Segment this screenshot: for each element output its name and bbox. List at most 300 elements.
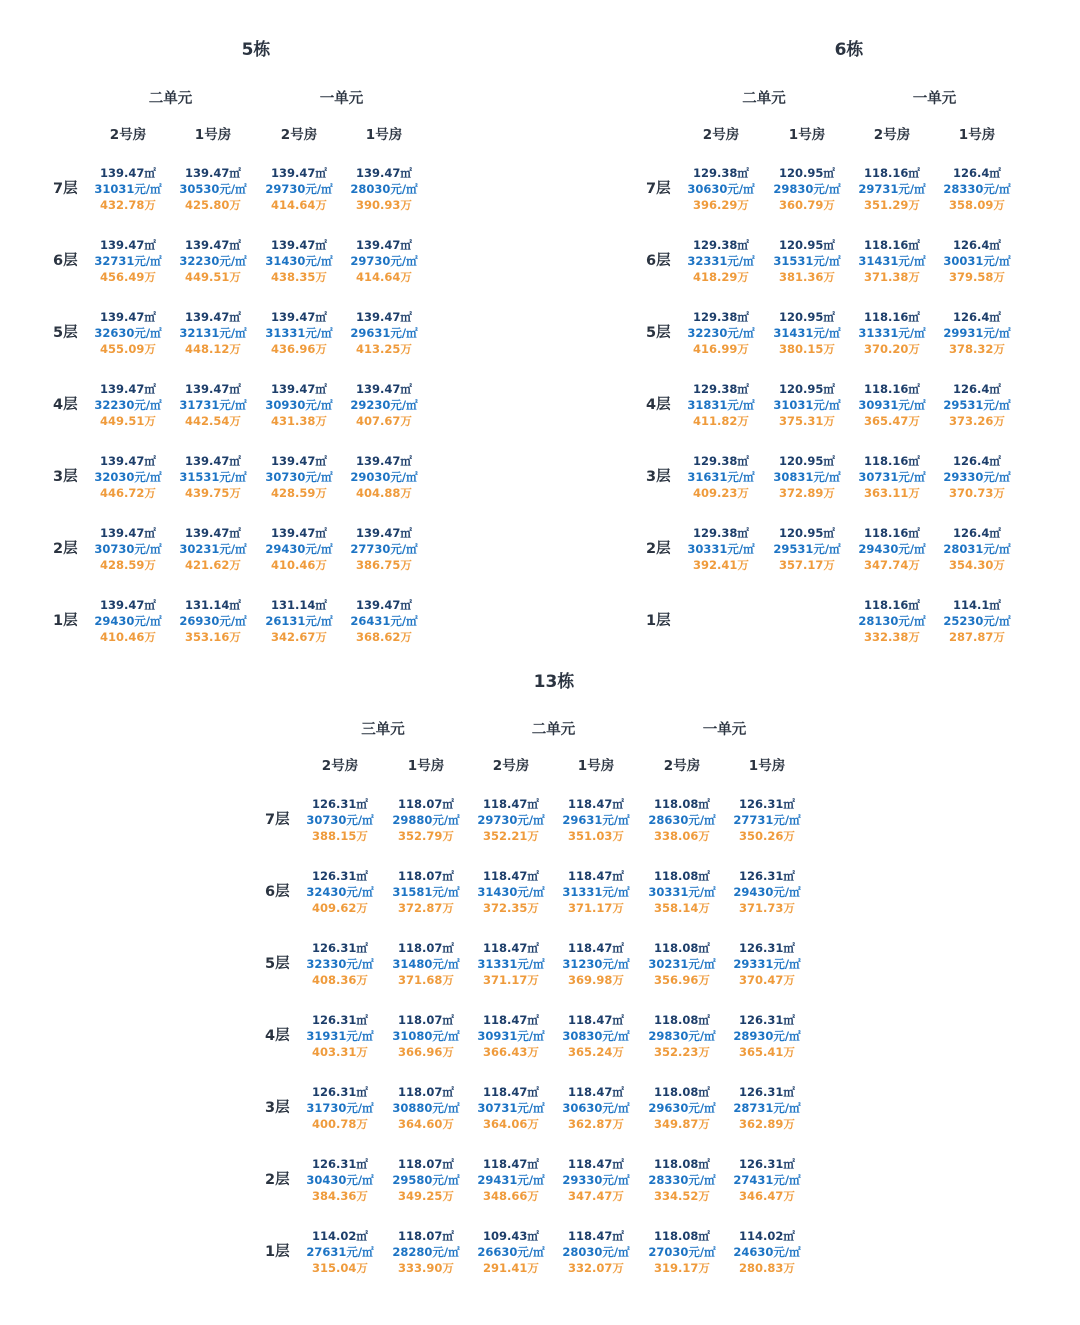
unit-price-value: 26630元/㎡ [477,1245,545,1259]
unit-price-value: 28130元/㎡ [858,614,926,628]
unit-price-cell [392,796,459,844]
total-price-value: 280.83万 [739,1261,795,1275]
unit-price-cell [943,453,1010,501]
unit-price-value: 31531元/㎡ [179,470,247,484]
unit-price-cell [265,381,332,429]
unit-price-value: 31031元/㎡ [773,398,841,412]
total-price-value: 357.17万 [779,558,835,572]
total-price-value: 350.26万 [739,829,795,843]
unit-price-cell [477,940,544,988]
unit-price-value: 26930元/㎡ [179,614,247,628]
area-value: 131.14㎡ [185,598,241,612]
unit-price-cell [179,597,246,645]
unit-price-value: 30630元/㎡ [562,1101,630,1115]
building-title: 5栋 [241,40,271,60]
total-price-value: 407.67万 [356,414,412,428]
total-price-value: 291.41万 [483,1261,539,1275]
area-value: 118.16㎡ [864,454,920,468]
room-header: 1号房 [577,758,615,774]
unit-price-cell [733,940,800,988]
area-value: 118.47㎡ [483,1085,539,1099]
unit-price-value: 31731元/㎡ [179,398,247,412]
area-value: 129.38㎡ [693,310,749,324]
unit-price-cell [562,1012,629,1060]
unit-price-cell [350,309,417,357]
unit-price-cell [858,309,925,357]
floor-label: 3层 [646,469,671,485]
unit-price-cell [648,1156,715,1204]
total-price-value: 366.96万 [398,1045,454,1059]
total-price-value: 449.51万 [185,270,241,284]
area-value: 118.07㎡ [398,797,454,811]
total-price-value: 372.89万 [779,486,835,500]
unit-price-cell [562,796,629,844]
unit-price-value: 31430元/㎡ [477,885,545,899]
total-price-value: 380.15万 [779,342,835,356]
unit-price-value: 30831元/㎡ [773,470,841,484]
area-value: 139.47㎡ [356,454,412,468]
area-value: 118.07㎡ [398,1157,454,1171]
unit-price-cell [94,309,161,357]
total-price-value: 371.38万 [864,270,920,284]
unit-price-cell [265,309,332,357]
unit-price-cell [733,1084,800,1132]
total-price-value: 371.68万 [398,973,454,987]
room-header: 2号房 [109,127,147,143]
unit-price-cell [943,237,1010,285]
unit-price-cell [858,381,925,429]
area-value: 120.95㎡ [779,526,835,540]
area-value: 126.31㎡ [312,797,368,811]
building-title: 13栋 [533,672,575,692]
area-value: 139.47㎡ [356,598,412,612]
area-value: 139.47㎡ [100,526,156,540]
unit-price-value: 26131元/㎡ [265,614,333,628]
unit-price-cell [265,165,332,213]
unit-price-value: 32230元/㎡ [179,254,247,268]
unit-header: 一单元 [702,722,747,738]
unit-price-cell [306,796,373,844]
unit-price-value: 30880元/㎡ [392,1101,460,1115]
total-price-value: 362.89万 [739,1117,795,1131]
unit-price-value: 29430元/㎡ [265,542,333,556]
unit-price-cell [94,237,161,285]
area-value: 139.47㎡ [100,166,156,180]
floor-label: 3层 [53,469,78,485]
unit-price-cell [943,597,1010,645]
area-value: 126.4㎡ [953,382,1001,396]
building-title: 6栋 [834,40,864,60]
total-price-value: 333.90万 [398,1261,454,1275]
total-price-value: 332.07万 [568,1261,624,1275]
unit-price-cell [306,1228,373,1276]
area-value: 120.95㎡ [779,382,835,396]
unit-price-value: 29531元/㎡ [943,398,1011,412]
unit-price-cell [773,453,840,501]
room-header: 2号房 [321,758,359,774]
area-value: 126.31㎡ [739,941,795,955]
unit-header: 二单元 [148,91,193,107]
unit-price-value: 31331元/㎡ [562,885,630,899]
floor-label: 1层 [53,613,78,629]
area-value: 118.08㎡ [654,1229,710,1243]
unit-price-value: 27030元/㎡ [648,1245,716,1259]
unit-price-value: 31430元/㎡ [265,254,333,268]
total-price-value: 370.73万 [949,486,1005,500]
area-value: 139.47㎡ [185,526,241,540]
unit-price-value: 30731元/㎡ [858,470,926,484]
total-price-value: 371.17万 [483,973,539,987]
unit-price-value: 32330元/㎡ [306,957,374,971]
total-price-value: 371.17万 [568,901,624,915]
area-value: 118.47㎡ [568,1157,624,1171]
unit-price-cell [773,237,840,285]
unit-price-value: 28030元/㎡ [562,1245,630,1259]
unit-price-cell [265,597,332,645]
room-header: 1号房 [958,127,996,143]
total-price-value: 338.06万 [654,829,710,843]
total-price-value: 365.24万 [568,1045,624,1059]
area-value: 139.47㎡ [185,310,241,324]
area-value: 139.47㎡ [356,382,412,396]
total-price-value: 358.14万 [654,901,710,915]
area-value: 126.31㎡ [312,1157,368,1171]
unit-price-cell [562,940,629,988]
unit-price-value: 31230元/㎡ [562,957,630,971]
unit-price-value: 29430元/㎡ [858,542,926,556]
area-value: 118.07㎡ [398,869,454,883]
unit-price-cell [943,309,1010,357]
unit-price-cell [858,525,925,573]
unit-price-value: 29731元/㎡ [858,182,926,196]
unit-price-value: 30630元/㎡ [687,182,755,196]
area-value: 118.47㎡ [568,869,624,883]
area-value: 118.47㎡ [568,1085,624,1099]
area-value: 118.08㎡ [654,1085,710,1099]
unit-price-value: 26431元/㎡ [350,614,418,628]
unit-price-value: 28930元/㎡ [733,1029,801,1043]
unit-price-value: 28330元/㎡ [943,182,1011,196]
unit-price-cell [648,1228,715,1276]
unit-price-value: 29630元/㎡ [648,1101,716,1115]
area-value: 139.47㎡ [100,454,156,468]
area-value: 114.1㎡ [953,598,1001,612]
unit-price-value: 29580元/㎡ [392,1173,460,1187]
floor-label: 7层 [646,181,671,197]
unit-price-value: 31080元/㎡ [392,1029,460,1043]
unit-price-value: 30931元/㎡ [858,398,926,412]
area-value: 139.47㎡ [356,166,412,180]
total-price-value: 347.47万 [568,1189,624,1203]
area-value: 109.43㎡ [483,1229,539,1243]
area-value: 126.31㎡ [312,1085,368,1099]
area-value: 118.47㎡ [483,869,539,883]
total-price-value: 348.66万 [483,1189,539,1203]
total-price-value: 414.64万 [356,270,412,284]
area-value: 118.47㎡ [483,797,539,811]
unit-price-value: 29330元/㎡ [943,470,1011,484]
unit-price-cell [687,381,754,429]
unit-price-value: 30430元/㎡ [306,1173,374,1187]
unit-price-value: 29030元/㎡ [350,470,418,484]
unit-price-cell [477,796,544,844]
unit-price-cell [350,381,417,429]
floor-label: 2层 [265,1172,290,1188]
total-price-value: 352.79万 [398,829,454,843]
unit-price-cell [477,1012,544,1060]
unit-price-value: 27731元/㎡ [733,813,801,827]
unit-price-value: 25230元/㎡ [943,614,1011,628]
area-value: 139.47㎡ [271,238,327,252]
total-price-value: 356.96万 [654,973,710,987]
area-value: 139.47㎡ [100,310,156,324]
area-value: 139.47㎡ [271,526,327,540]
unit-price-value: 29931元/㎡ [943,326,1011,340]
unit-price-value: 32131元/㎡ [179,326,247,340]
area-value: 126.31㎡ [312,941,368,955]
unit-price-cell [477,1156,544,1204]
area-value: 139.47㎡ [185,454,241,468]
unit-price-value: 30730元/㎡ [94,542,162,556]
total-price-value: 334.52万 [654,1189,710,1203]
area-value: 129.38㎡ [693,526,749,540]
unit-price-cell [94,597,161,645]
total-price-value: 346.47万 [739,1189,795,1203]
total-price-value: 353.16万 [185,630,241,644]
unit-price-cell [943,525,1010,573]
unit-price-cell [943,381,1010,429]
area-value: 126.4㎡ [953,238,1001,252]
area-value: 139.47㎡ [356,310,412,324]
total-price-value: 378.32万 [949,342,1005,356]
total-price-value: 352.21万 [483,829,539,843]
total-price-value: 381.36万 [779,270,835,284]
unit-price-cell [179,381,246,429]
unit-price-cell [773,525,840,573]
area-value: 126.4㎡ [953,166,1001,180]
area-value: 139.47㎡ [271,382,327,396]
area-value: 139.47㎡ [185,166,241,180]
unit-price-cell [562,868,629,916]
room-header: 1号房 [194,127,232,143]
unit-price-cell [648,796,715,844]
total-price-value: 366.43万 [483,1045,539,1059]
total-price-value: 363.11万 [864,486,920,500]
unit-price-cell [733,1156,800,1204]
unit-header: 二单元 [531,722,576,738]
area-value: 139.47㎡ [185,382,241,396]
total-price-value: 408.36万 [312,973,368,987]
unit-price-value: 29330元/㎡ [562,1173,630,1187]
floor-label: 7层 [53,181,78,197]
unit-price-value: 31531元/㎡ [773,254,841,268]
unit-price-value: 31631元/㎡ [687,470,755,484]
unit-price-cell [687,309,754,357]
unit-price-value: 29730元/㎡ [350,254,418,268]
area-value: 118.07㎡ [398,1085,454,1099]
unit-price-value: 32230元/㎡ [687,326,755,340]
floor-label: 6层 [265,884,290,900]
unit-price-cell [477,868,544,916]
total-price-value: 332.38万 [864,630,920,644]
unit-price-value: 31831元/㎡ [687,398,755,412]
total-price-value: 425.80万 [185,198,241,212]
total-price-value: 379.58万 [949,270,1005,284]
room-header: 2号房 [873,127,911,143]
unit-price-value: 32731元/㎡ [94,254,162,268]
total-price-value: 364.06万 [483,1117,539,1131]
total-price-value: 404.88万 [356,486,412,500]
unit-price-value: 27631元/㎡ [306,1245,374,1259]
unit-price-cell [392,1012,459,1060]
unit-price-cell [858,453,925,501]
unit-price-value: 30331元/㎡ [648,885,716,899]
total-price-value: 386.75万 [356,558,412,572]
total-price-value: 428.59万 [271,486,327,500]
floor-label: 5层 [646,325,671,341]
unit-price-cell [687,165,754,213]
total-price-value: 432.78万 [100,198,156,212]
unit-price-cell [858,597,925,645]
total-price-value: 368.62万 [356,630,412,644]
area-value: 120.95㎡ [779,310,835,324]
total-price-value: 446.72万 [100,486,156,500]
total-price-value: 371.73万 [739,901,795,915]
unit-price-cell [648,868,715,916]
unit-price-cell [306,1156,373,1204]
unit-price-cell [687,237,754,285]
room-header: 1号房 [365,127,403,143]
unit-price-cell [306,868,373,916]
area-value: 114.02㎡ [739,1229,795,1243]
area-value: 139.47㎡ [100,598,156,612]
total-price-value: 349.25万 [398,1189,454,1203]
unit-price-value: 32430元/㎡ [306,885,374,899]
unit-price-value: 30930元/㎡ [265,398,333,412]
unit-price-cell [477,1084,544,1132]
area-value: 118.47㎡ [568,941,624,955]
unit-price-value: 30731元/㎡ [477,1101,545,1115]
total-price-value: 410.46万 [100,630,156,644]
unit-price-cell [773,165,840,213]
unit-price-value: 30231元/㎡ [179,542,247,556]
total-price-value: 436.96万 [271,342,327,356]
total-price-value: 342.67万 [271,630,327,644]
floor-label: 4层 [53,397,78,413]
unit-price-value: 30931元/㎡ [477,1029,545,1043]
total-price-value: 414.64万 [271,198,327,212]
area-value: 118.47㎡ [483,1157,539,1171]
total-price-value: 418.29万 [693,270,749,284]
floor-label: 1层 [646,613,671,629]
unit-price-value: 28280元/㎡ [392,1245,460,1259]
area-value: 129.38㎡ [693,382,749,396]
unit-price-cell [648,1012,715,1060]
unit-price-value: 29331元/㎡ [733,957,801,971]
unit-price-cell [350,597,417,645]
total-price-value: 354.30万 [949,558,1005,572]
area-value: 118.08㎡ [654,797,710,811]
unit-price-cell [306,1012,373,1060]
total-price-value: 360.79万 [779,198,835,212]
unit-price-cell [562,1156,629,1204]
area-value: 126.31㎡ [312,1013,368,1027]
unit-price-cell [648,1084,715,1132]
floor-label: 3层 [265,1100,290,1116]
area-value: 126.4㎡ [953,454,1001,468]
area-value: 126.31㎡ [739,1013,795,1027]
unit-price-cell [179,165,246,213]
total-price-value: 365.47万 [864,414,920,428]
total-price-value: 396.29万 [693,198,749,212]
unit-price-cell [94,453,161,501]
unit-price-cell [648,940,715,988]
unit-price-value: 29880元/㎡ [392,813,460,827]
floor-label: 2层 [53,541,78,557]
area-value: 129.38㎡ [693,166,749,180]
unit-price-value: 31031元/㎡ [94,182,162,196]
unit-price-cell [562,1228,629,1276]
unit-price-value: 29230元/㎡ [350,398,418,412]
area-value: 118.47㎡ [483,941,539,955]
unit-price-value: 30730元/㎡ [265,470,333,484]
unit-price-value: 29531元/㎡ [773,542,841,556]
unit-price-value: 32331元/㎡ [687,254,755,268]
unit-price-value: 32630元/㎡ [94,326,162,340]
area-value: 139.47㎡ [356,526,412,540]
unit-price-value: 28330元/㎡ [648,1173,716,1187]
floor-label: 1层 [265,1244,290,1260]
area-value: 118.47㎡ [568,1013,624,1027]
unit-price-cell [943,165,1010,213]
room-header: 2号房 [492,758,530,774]
unit-price-cell [858,165,925,213]
room-header: 1号房 [788,127,826,143]
unit-price-cell [265,453,332,501]
unit-price-value: 27431元/㎡ [733,1173,801,1187]
total-price-value: 358.09万 [949,198,1005,212]
total-price-value: 438.35万 [271,270,327,284]
area-value: 126.31㎡ [739,1085,795,1099]
area-value: 139.47㎡ [271,454,327,468]
total-price-value: 411.82万 [693,414,749,428]
floor-label: 4层 [646,397,671,413]
total-price-value: 409.23万 [693,486,749,500]
total-price-value: 372.87万 [398,901,454,915]
total-price-value: 388.15万 [312,829,368,843]
unit-price-value: 31931元/㎡ [306,1029,374,1043]
area-value: 126.31㎡ [739,797,795,811]
unit-price-cell [733,1012,800,1060]
area-value: 118.47㎡ [568,797,624,811]
area-value: 118.08㎡ [654,1013,710,1027]
unit-price-cell [179,453,246,501]
floor-label: 6层 [53,253,78,269]
unit-header: 三单元 [361,722,405,738]
unit-price-cell [773,309,840,357]
unit-price-value: 29730元/㎡ [265,182,333,196]
area-value: 139.47㎡ [271,310,327,324]
unit-price-cell [179,525,246,573]
total-price-value: 352.23万 [654,1045,710,1059]
total-price-value: 369.98万 [568,973,624,987]
unit-price-cell [94,381,161,429]
floor-label: 5层 [265,956,290,972]
total-price-value: 439.75万 [185,486,241,500]
total-price-value: 372.35万 [483,901,539,915]
area-value: 118.47㎡ [568,1229,624,1243]
unit-price-value: 30331元/㎡ [687,542,755,556]
